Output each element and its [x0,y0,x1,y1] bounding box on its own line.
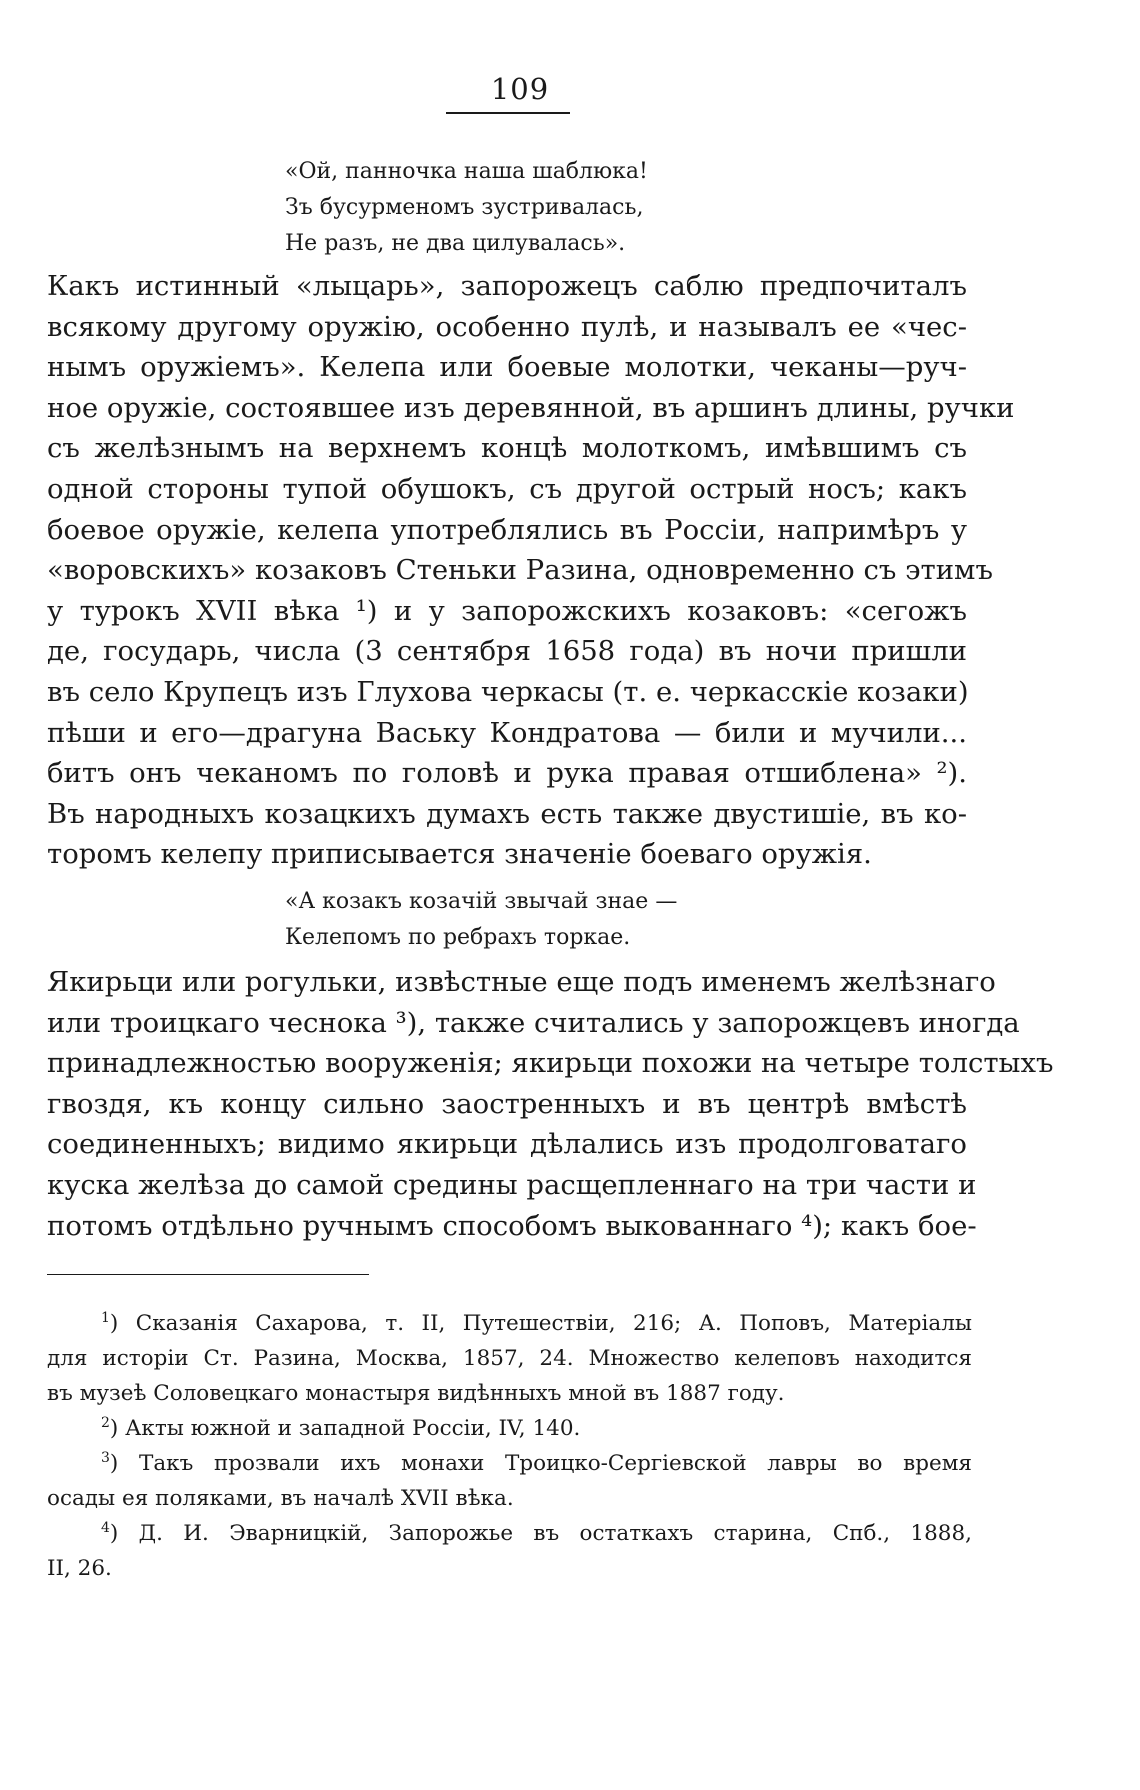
paragraph-line: куска желѣза до самой средины расщепленнаго на три части и [47,1168,977,1201]
footnote [47,1306,972,1411]
footnote-text: для исторіи Ст. Разина, Москва, 1857, 24. Множество келеповъ находится [47,1346,972,1371]
paragraph-line: или троицкаго чеснока ³), также считались у запорожцевъ иногда [47,1006,1020,1039]
paragraph-line: принадлежностью вооруженія; якирьци похожи на четыре толстыхъ [47,1047,1054,1080]
footnote-marker: 2 [101,1415,110,1431]
footnote-line [47,1516,972,1551]
paragraph-line: съ желѣзнымъ на верхнемъ концѣ молоткомъ, имѣвшимъ съ [47,432,967,465]
paragraph-line: «воровскихъ» козаковъ Стеньки Разина, одновременно съ этимъ [47,554,993,587]
paragraph-2 [47,962,1054,1246]
paragraph-line: торомъ келепу приписывается значеніе боеваго оружія. [47,838,872,871]
paragraph-1 [47,266,1015,875]
paragraph-line: соединенныхъ; видимо якирьци дѣлались изъ продолговатаго [47,1128,967,1161]
verse-line: «А козакъ козачій звычай знае — [285,889,678,914]
page-number: 109 [490,72,550,106]
footnote [47,1516,972,1586]
footnote-line [47,1446,972,1481]
footnote [47,1446,972,1516]
paragraph-line: битъ онъ чеканомъ по головѣ и рука правая отшиблена» ²). [47,757,967,790]
paragraph-line: въ село Крупецъ изъ Глухова черкасы (т. е. черкасскіе козаки) [47,675,969,708]
footnote-line [47,1481,972,1516]
paragraph-line: у турокъ XVII вѣка ¹) и у запорожскихъ козаковъ: «сегожъ [47,594,967,627]
paragraph-line: гвоздя, къ концу сильно заостренныхъ и въ центрѣ вмѣстѣ [47,1087,967,1120]
footnote-text: ) Акты южной и западной Россіи, IV, 140. [109,1416,581,1441]
paragraph-line: ное оружіе, состоявшее изъ деревянной, въ аршинъ длины, ручки [47,391,1015,424]
paragraph-line: Какъ истинный «лыцарь», запорожецъ саблю предпочиталъ [47,270,967,302]
footnote-line [47,1376,972,1411]
footnote-marker: 1 [101,1310,110,1326]
verse-line: Зъ бусурменомъ зустривалась, [285,195,644,220]
verse-line: Келепомъ по ребрахъ торкае. [285,925,631,950]
footnote-text: ) Сказанія Сахарова, т. II, Путешествіи, 216; А. Поповъ, Матеріалы [109,1311,972,1336]
verse-quote-1 [285,154,648,262]
paragraph-line: одной стороны тупой обушокъ, съ другой острый носъ; какъ [47,472,967,505]
paragraph-line: Якирьци или рогульки, извѣстные еще подъ именемъ желѣзнаго [47,966,996,998]
paragraph-line: де, государь, числа (3 сентября 1658 года) въ ночи пришли [47,635,967,668]
footnotes [47,1306,972,1586]
footnote-separator [47,1274,369,1275]
paragraph-line: потомъ отдѣльно ручнымъ способомъ выкованнаго ⁴); какъ бое- [47,1209,977,1242]
verse-line: «Ой, панночка наша шаблюка! [285,159,648,184]
footnote-text: II, 26. [47,1556,112,1581]
footnote-marker: 3 [101,1450,110,1466]
footnote-line [47,1306,972,1341]
footnote-marker: 4 [101,1520,110,1536]
footnote-line [47,1411,972,1446]
verse-quote-2 [285,884,677,956]
paragraph-line: пѣши и его—драгуна Ваську Кондратова — били и мучили... [47,716,967,749]
footnote-text: осады ея поляками, въ началѣ XVII вѣка. [47,1486,514,1511]
footnote-text: въ музеѣ Соловецкаго монастыря видѣнныхъ мной въ 1887 году. [47,1381,785,1406]
footnote [47,1411,972,1446]
footnote-line [47,1551,972,1586]
footnote-text: ) Такъ прозвали ихъ монахи Троицко-Сергіевской лавры во время [109,1451,972,1476]
paragraph-line: нымъ оружіемъ». Келепа или боевые молотки, чеканы—руч- [47,351,967,384]
footnote-text: ) Д. И. Эварницкій, Запорожье въ остаткахъ старина, Спб., 1888, [109,1521,972,1546]
paragraph-line: боевое оружіе, келепа употреблялись въ Россіи, напримѣръ у [47,513,967,546]
verse-line: Не разъ, не два цилувалась». [285,231,626,256]
page-number-rule [446,112,570,114]
paragraph-line: всякому другому оружію, особенно пулѣ, и называлъ ее «чес- [47,310,967,343]
footnote-line [47,1341,972,1376]
paragraph-line: Въ народныхъ козацкихъ думахъ есть также двустишіе, въ ко- [47,797,967,830]
